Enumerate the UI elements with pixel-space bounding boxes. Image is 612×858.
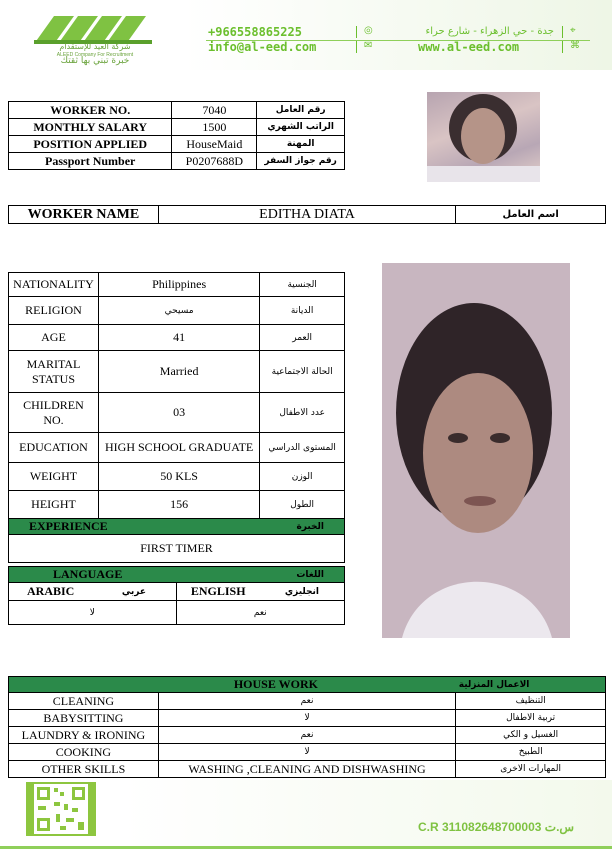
nationality-label-ar: الجنسية bbox=[260, 273, 345, 297]
section-header bbox=[9, 677, 606, 693]
salary-value: 1500 bbox=[172, 119, 257, 136]
english-label-ar: انجليزي bbox=[260, 583, 345, 601]
height-label-ar: الطول bbox=[260, 491, 345, 519]
worker-no-label: WORKER NO. bbox=[9, 102, 172, 119]
worker-no-label-ar: رقم العامل bbox=[257, 102, 345, 119]
worker-no-value: 7040 bbox=[172, 102, 257, 119]
worker-name-value: EDITHA DIATA bbox=[158, 206, 455, 224]
table-row bbox=[9, 727, 606, 744]
table-row bbox=[9, 136, 345, 153]
table-row bbox=[9, 153, 345, 170]
weight-label: WEIGHT bbox=[9, 463, 99, 491]
salary-label-ar: الراتب الشهري bbox=[257, 119, 345, 136]
divider bbox=[562, 26, 563, 38]
table-row bbox=[9, 393, 345, 433]
logo-arabic-text: شركة العيد للإستقدام bbox=[59, 42, 131, 51]
salary-label: MONTHLY SALARY bbox=[9, 119, 172, 136]
passport-label: Passport Number bbox=[9, 153, 172, 170]
table-row bbox=[9, 206, 606, 224]
religion-value: مسيحي bbox=[98, 297, 259, 325]
address-text: جدة - حي الزهراء - شارع حراء bbox=[425, 26, 554, 37]
babysitting-label-ar: تربية الاطفال bbox=[456, 710, 606, 727]
arabic-label: ARABIC bbox=[9, 583, 93, 601]
religion-label-ar: الديانة bbox=[260, 297, 345, 325]
phone-number: +966558865225 bbox=[208, 25, 302, 39]
position-label: POSITION APPLIED bbox=[9, 136, 172, 153]
religion-label: RELIGION bbox=[9, 297, 99, 325]
qr-code-icon bbox=[26, 782, 96, 836]
cleaning-label: CLEANING bbox=[9, 693, 159, 710]
position-label-ar: المهنة bbox=[257, 136, 345, 153]
age-value: 41 bbox=[98, 325, 259, 351]
whatsapp-icon: ◎ bbox=[364, 25, 373, 36]
company-logo-icon bbox=[34, 14, 152, 44]
table-row bbox=[9, 273, 345, 297]
details-table bbox=[8, 272, 345, 519]
passport-value: P0207688D bbox=[172, 153, 257, 170]
nationality-value: Philippines bbox=[98, 273, 259, 297]
website-url: www.al-eed.com bbox=[418, 40, 520, 54]
commercial-registration: C.R 311082648700003 س.ت bbox=[418, 820, 575, 834]
experience-value: FIRST TIMER bbox=[9, 535, 345, 563]
babysitting-label: BABYSITTING bbox=[9, 710, 159, 727]
table-row bbox=[9, 297, 345, 325]
language-label: LANGUAGE bbox=[9, 567, 177, 583]
laundry-label-ar: الغسيل و الكي bbox=[456, 727, 606, 744]
position-value: HouseMaid bbox=[172, 136, 257, 153]
height-label: HEIGHT bbox=[9, 491, 99, 519]
other-skills-label-ar: المهارات الاخرى bbox=[456, 761, 606, 778]
divider bbox=[356, 26, 357, 38]
table-row bbox=[9, 102, 345, 119]
section-header bbox=[9, 567, 345, 583]
email-icon: ✉ bbox=[364, 40, 373, 51]
email-address: info@al-eed.com bbox=[208, 40, 317, 54]
language-label-ar: اللغات bbox=[176, 567, 344, 583]
english-value: نعم bbox=[176, 601, 344, 625]
cooking-value: لا bbox=[158, 744, 455, 761]
cooking-label-ar: الطبيخ bbox=[456, 744, 606, 761]
table-row bbox=[9, 351, 345, 393]
height-value: 156 bbox=[98, 491, 259, 519]
other-skills-label: OTHER SKILLS bbox=[9, 761, 159, 778]
children-label: CHILDREN NO. bbox=[9, 393, 99, 433]
web-icon: ⌘ bbox=[570, 40, 580, 51]
logo-slogan: خبرة تبني بها ثقتك bbox=[60, 56, 130, 66]
table-row bbox=[9, 463, 345, 491]
other-skills-value: WASHING ,CLEANING AND DISHWASHING bbox=[158, 761, 455, 778]
portrait-icon bbox=[427, 92, 540, 182]
children-label-ar: عدد الاطفال bbox=[260, 393, 345, 433]
house-work-label-ar: الاعمال المنزلية bbox=[456, 677, 606, 693]
passport-label-ar: رقم جواز السفر bbox=[257, 153, 345, 170]
table-row bbox=[9, 761, 606, 778]
table-row bbox=[9, 535, 345, 563]
experience-label: EXPERIENCE bbox=[9, 519, 233, 535]
section-header bbox=[9, 519, 345, 535]
worker-name-table bbox=[8, 205, 606, 224]
education-label: EDUCATION bbox=[9, 433, 99, 463]
table-row bbox=[9, 325, 345, 351]
arabic-value: لا bbox=[9, 601, 177, 625]
laundry-value: نعم bbox=[158, 727, 455, 744]
marital-status-label-ar: الحالة الاجتماعية bbox=[260, 351, 345, 393]
marital-status-value: Married bbox=[98, 351, 259, 393]
top-info-table bbox=[8, 101, 345, 170]
worker-name-label-ar: اسم العامل bbox=[456, 206, 606, 224]
divider bbox=[562, 41, 563, 53]
education-label-ar: المستوى الدراسي bbox=[260, 433, 345, 463]
english-label: ENGLISH bbox=[176, 583, 260, 601]
worker-photo-small bbox=[427, 92, 540, 182]
babysitting-value: لا bbox=[158, 710, 455, 727]
portrait-icon bbox=[382, 263, 570, 638]
cooking-label: COOKING bbox=[9, 744, 159, 761]
house-work-label: HOUSE WORK bbox=[9, 677, 456, 693]
education-value: HIGH SCHOOL GRADUATE bbox=[98, 433, 259, 463]
table-row bbox=[9, 491, 345, 519]
table-row bbox=[9, 710, 606, 727]
children-value: 03 bbox=[98, 393, 259, 433]
arabic-label-ar: عربي bbox=[92, 583, 176, 601]
weight-value: 50 KLS bbox=[98, 463, 259, 491]
experience-table bbox=[8, 518, 345, 563]
worker-name-label: WORKER NAME bbox=[9, 206, 159, 224]
language-table bbox=[8, 566, 345, 625]
laundry-label: LAUNDRY & IRONING bbox=[9, 727, 159, 744]
table-row bbox=[9, 119, 345, 136]
worker-photo-large bbox=[382, 263, 570, 638]
table-row bbox=[9, 693, 606, 710]
table-row bbox=[9, 744, 606, 761]
location-icon: ⌖ bbox=[570, 25, 576, 36]
table-row bbox=[9, 583, 345, 601]
weight-label-ar: الوزن bbox=[260, 463, 345, 491]
experience-label-ar: الخبرة bbox=[233, 519, 345, 535]
marital-status-label: MARITAL STATUS bbox=[9, 351, 99, 393]
age-label: AGE bbox=[9, 325, 99, 351]
table-row bbox=[9, 601, 345, 625]
footer-rule bbox=[0, 846, 612, 849]
cleaning-label-ar: التنظيف bbox=[456, 693, 606, 710]
nationality-label: NATIONALITY bbox=[9, 273, 99, 297]
age-label-ar: العمر bbox=[260, 325, 345, 351]
logo-english-text: ALEED Company For Recruitment bbox=[56, 52, 134, 58]
divider bbox=[356, 41, 357, 53]
house-work-table bbox=[8, 676, 606, 778]
cleaning-value: نعم bbox=[158, 693, 455, 710]
table-row bbox=[9, 433, 345, 463]
